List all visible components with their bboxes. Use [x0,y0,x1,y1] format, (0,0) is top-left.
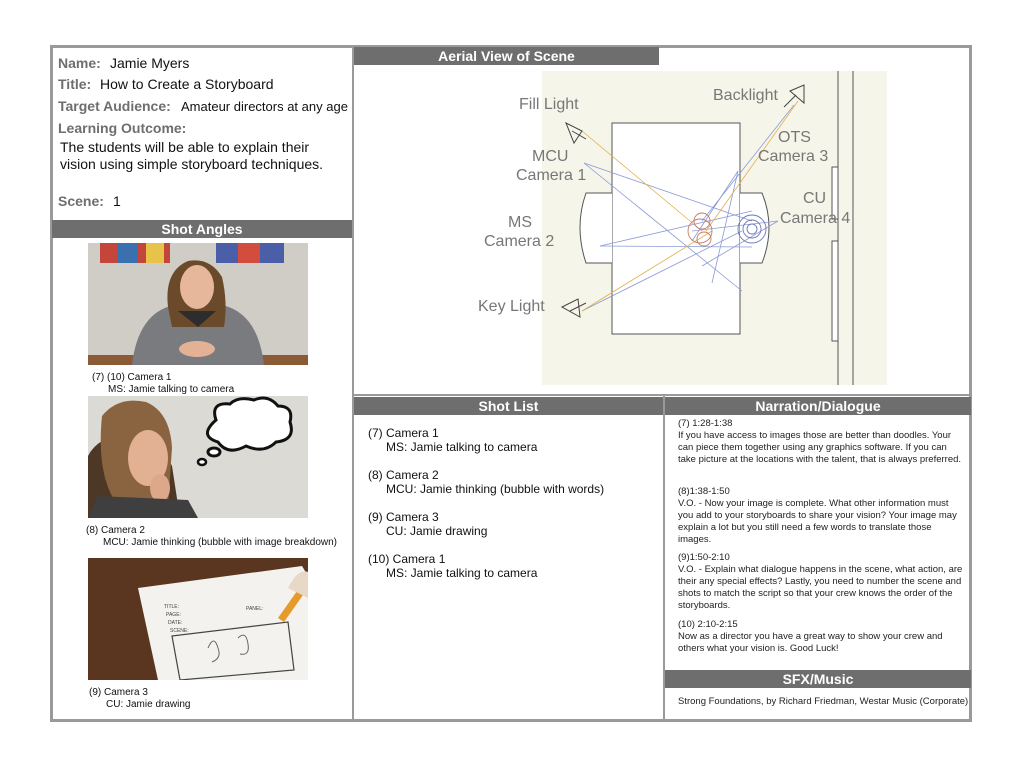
shot-2-desc: MCU: Jamie thinking (bubble with words) [386,482,605,496]
sketch-page-text: PAGE: [166,612,181,618]
sfx-header: SFX/Music [665,670,971,688]
angle-1-line-2: MS: Jamie talking to camera [108,384,235,395]
narration-block-4 [678,619,963,655]
shot-3-camera: (9) Camera 3 [368,510,439,524]
narration-3-time: (9)1:50-2:10 [678,552,730,563]
narration-1-text: If you have access to images those are better than doodles. Your can piece them together using any graphics software. If you can take picture at the locations with the talent, that is always preferred. [678,430,962,465]
ots-camera-label: Camera 3 [758,148,829,165]
sfx-text: Strong Foundations, by Richard Friedman, Westar Music (Corporate) [678,696,969,707]
sketch-date-text: DATE: [168,620,183,626]
backlight-label: Backlight [713,87,778,104]
shot-2-camera: (8) Camera 2 [368,468,439,482]
scene-label: Scene: [58,193,104,209]
angle-2-line-1: (8) Camera 2 [86,525,145,536]
audience-value: Amateur directors at any age [181,99,348,114]
audience-label: Target Audience: [58,98,171,114]
divider-middle-row [353,394,972,396]
sketch-title-text: TITLE: [164,604,180,610]
shot-list-header: Shot List [354,397,663,415]
outcome-line-2: vision using simple storyboard techniques. [60,156,324,172]
shot-4-desc: MS: Jamie talking to camera [386,566,538,580]
narration-block-2 [678,486,963,546]
title-label: Title: [58,76,92,92]
aerial-view-header: Aerial View of Scene [354,47,659,65]
angle-3-line-2: CU: Jamie drawing [106,699,191,710]
narration-2-time: (8)1:38-1:50 [678,486,730,497]
ms-label: MS [508,214,532,231]
shot-1-desc: MS: Jamie talking to camera [386,440,538,454]
shot-angles-header: Shot Angles [52,220,352,238]
name-label: Name: [58,55,101,71]
sketch-panel-text: PANEL: [246,606,264,612]
scene-value: 1 [113,193,121,209]
narration-block-3 [678,552,963,612]
photo-jamie-drawing [88,558,308,680]
divider-left-column [352,45,354,722]
key-light-label: Key Light [478,298,545,315]
photo-jamie-thinking [88,396,308,518]
mcu-label: MCU [532,148,569,165]
narration-2-text: V.O. - Now your image is complete. What other information must you add to your storyboards to share your vision? Your image may explain a lot but you still need a few words to translate those images. [678,498,957,545]
fill-light-label: Fill Light [519,96,579,113]
shot-1-camera: (7) Camera 1 [368,426,439,440]
ots-label: OTS [778,129,811,146]
narration-3-text: V.O. - Explain what dialogue happens in the scene, what action, are their any special effects? Lastly, you need to number the scene and shots to match the script so that your crew knows the order of the storyboards. [678,564,963,611]
outcome-line-1: The students will be able to explain their [60,139,310,155]
cu-camera-label: Camera 4 [780,210,851,227]
shot-4-camera: (10) Camera 1 [368,552,446,566]
narration-block-1 [678,418,963,466]
ms-camera-label: Camera 2 [484,233,555,250]
mcu-camera-label: Camera 1 [516,167,587,184]
title-value: How to Create a Storyboard [100,76,274,92]
narration-4-time: (10) 2:10-2:15 [678,619,738,630]
cu-label: CU [803,190,827,207]
shot-3-desc: CU: Jamie drawing [386,524,488,538]
angle-2-line-2: MCU: Jamie thinking (bubble with image breakdown) [103,537,337,548]
angle-3-line-1: (9) Camera 3 [89,687,148,698]
narration-1-time: (7) 1:28-1:38 [678,418,733,429]
name-value: Jamie Myers [110,55,190,71]
aerial-scene-diagram [542,71,887,385]
angle-1-line-1: (7) (10) Camera 1 [92,372,172,383]
narration-header: Narration/Dialogue [665,397,971,415]
sketch-scene-text: SCENE: [170,628,189,634]
photo-jamie-talking [88,243,308,365]
narration-4-text: Now as a director you have a great way to show your crew and others what your vision is. Good Luck! [678,631,943,654]
outcome-label: Learning Outcome: [58,120,187,136]
